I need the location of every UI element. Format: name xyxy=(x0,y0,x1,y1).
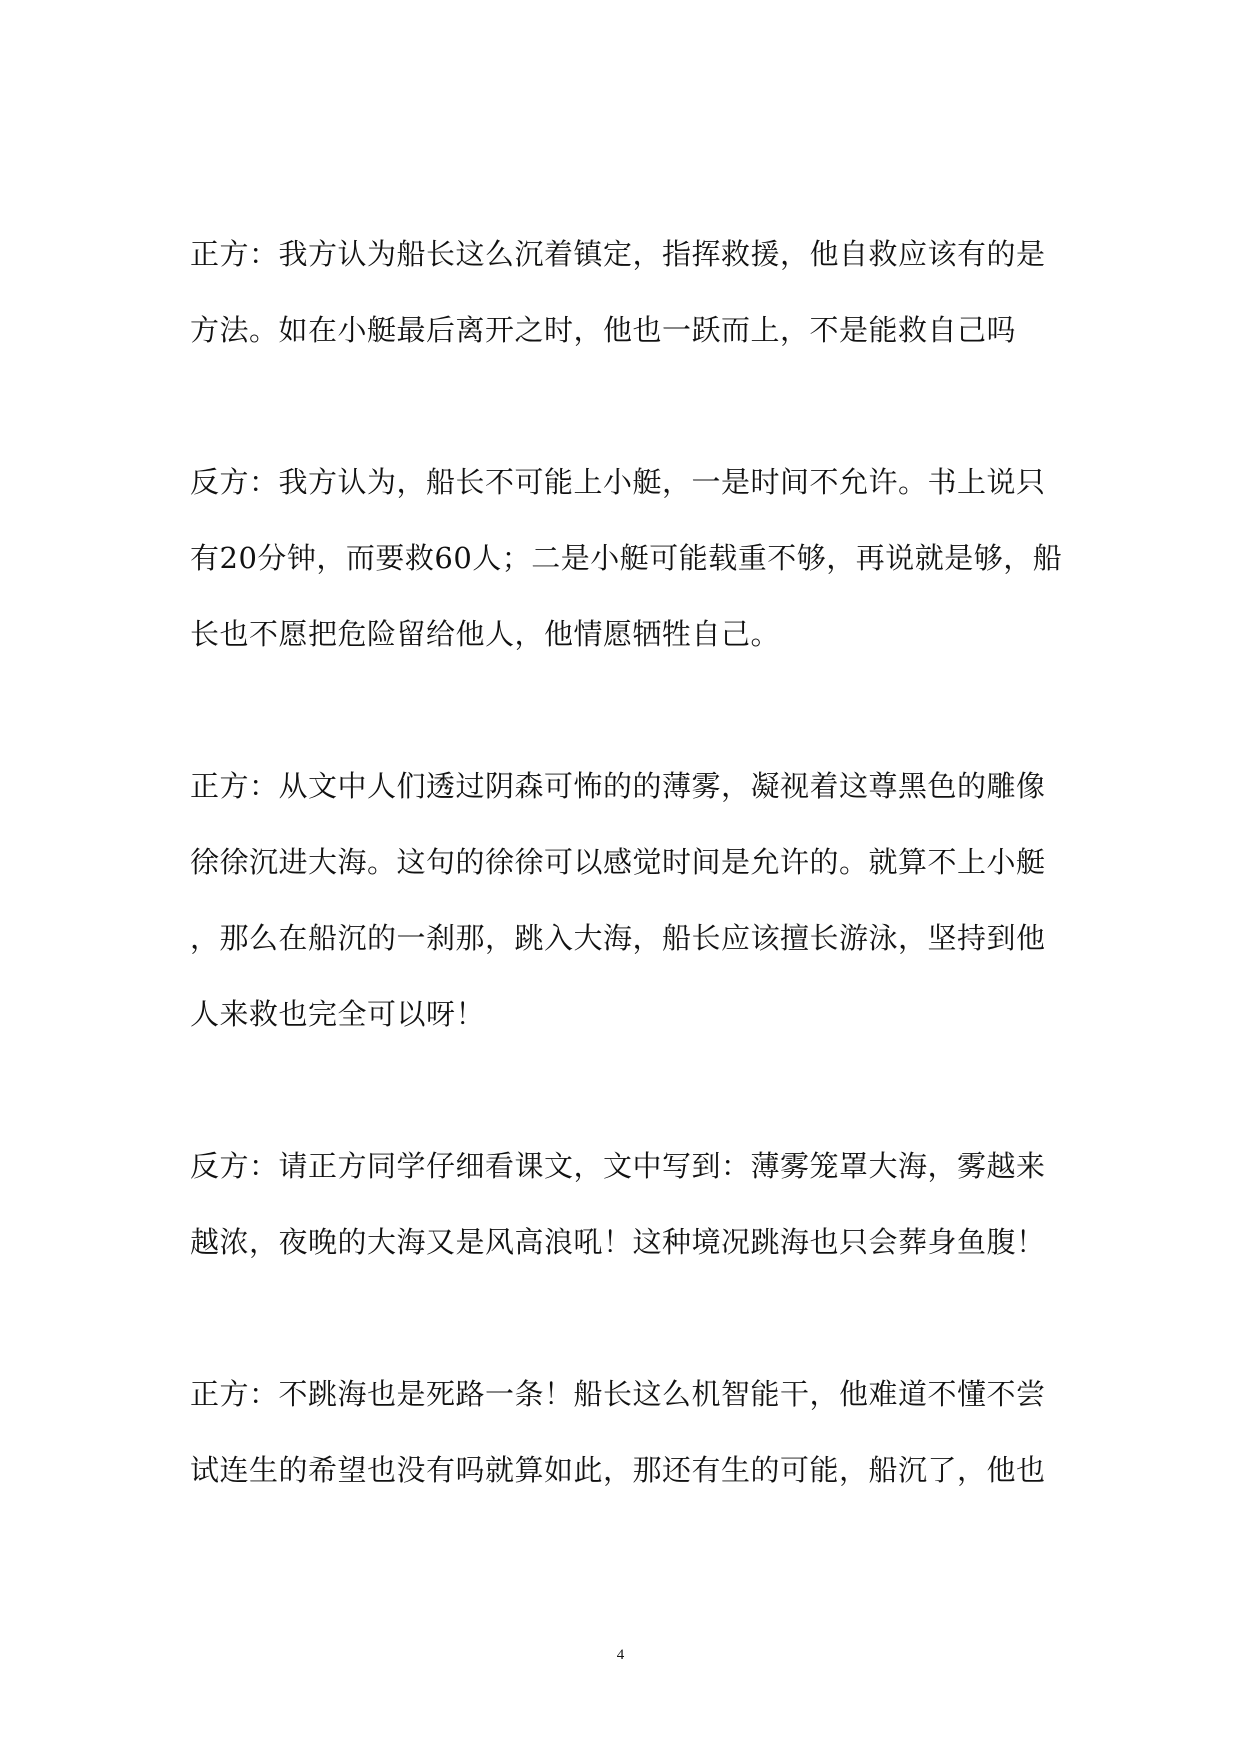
text-line: 徐徐沉进大海。这句的徐徐可以感觉时间是允许的。就算不上小艇 xyxy=(190,845,1046,879)
text-line: 有20分钟，而要救60人；二是小艇可能载重不够，再说就是够，船 xyxy=(190,541,1063,575)
text-line: 越浓，夜晚的大海又是风高浪吼！这种境况跳海也只会葬身鱼腹！ xyxy=(190,1225,1046,1259)
text-line: 反方：请正方同学仔细看课文，文中写到：薄雾笼罩大海，雾越来 xyxy=(190,1149,1046,1183)
text-line: 正方：我方认为船长这么沉着镇定，指挥救援，他自救应该有的是 xyxy=(190,237,1046,271)
text-line: 长也不愿把危险留给他人，他情愿牺牲自己。 xyxy=(190,617,781,651)
text-line: 反方：我方认为，船长不可能上小艇，一是时间不允许。书上说只 xyxy=(190,465,1046,499)
text-line: 正方：从文中人们透过阴森可怖的的薄雾，凝视着这尊黑色的雕像 xyxy=(190,769,1046,803)
text-line: 正方：不跳海也是死路一条！船长这么机智能干，他难道不懂不尝 xyxy=(190,1377,1046,1411)
text-line: 试连生的希望也没有吗就算如此，那还有生的可能，船沉了，他也 xyxy=(190,1453,1046,1487)
text-line: ，那么在船沉的一刹那，跳入大海，船长应该擅长游泳，坚持到他 xyxy=(190,921,1046,955)
text-line: 方法。如在小艇最后离开之时，他也一跃而上，不是能救自己吗 xyxy=(190,313,1017,347)
text-line: 人来救也完全可以呀！ xyxy=(190,997,486,1031)
page-number: 4 xyxy=(616,1647,625,1663)
